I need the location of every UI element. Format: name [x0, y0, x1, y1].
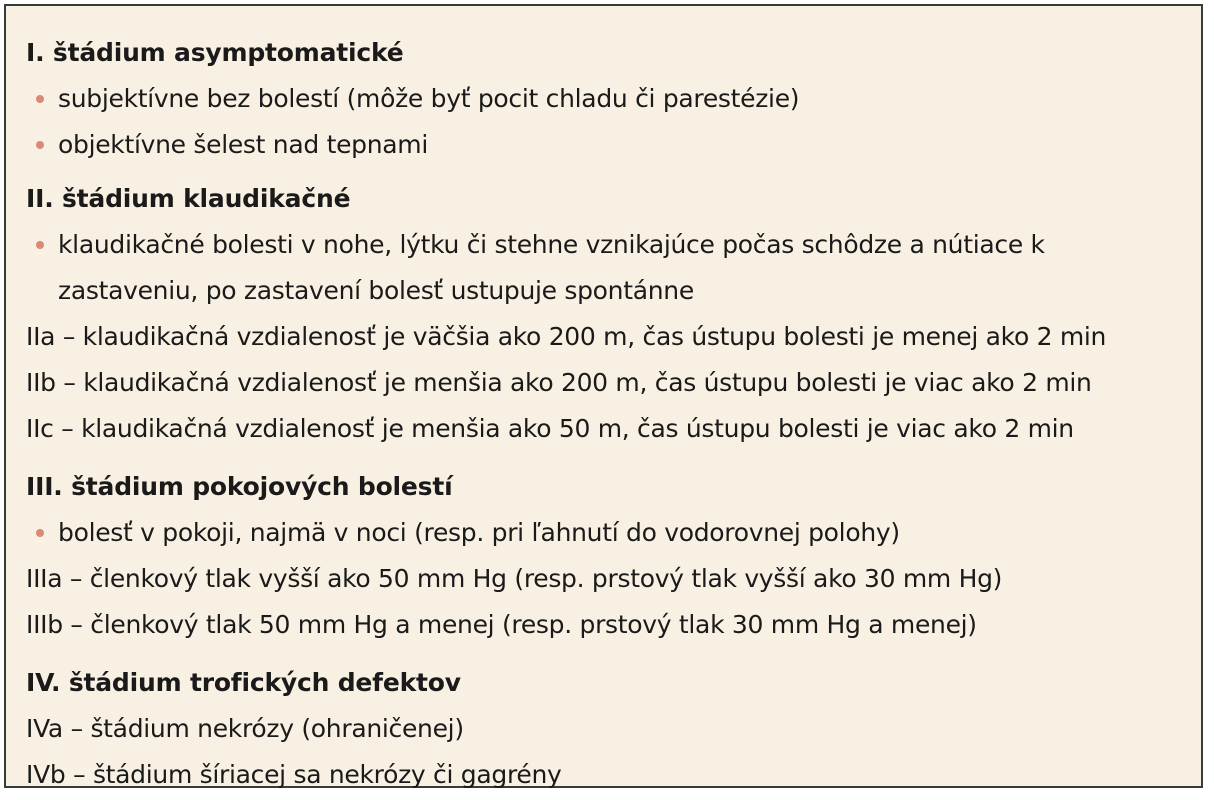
list-item: [26, 122, 1185, 168]
stage-3-heading: III. štádium pokojových bolestí: [26, 472, 453, 501]
substage-line: IIc – klaudikačná vzdialenosť je menšia ako 50 m, čas ústupu bolesti je viac ako 2 min: [26, 414, 1074, 443]
stage-2-heading: II. štádium klaudikačné: [26, 184, 351, 213]
stage-1-section: [26, 30, 1185, 168]
list-item: [26, 76, 1185, 122]
bullet-icon: [26, 122, 58, 168]
list-item: [26, 510, 1185, 556]
stage-3-section: [26, 464, 1185, 648]
spacer: [26, 168, 1185, 176]
list-item: [26, 222, 1185, 314]
bullet-icon: [26, 510, 58, 556]
substage-line: IIa – klaudikačná vzdialenosť je väčšia ako 200 m, čas ústupu bolesti je menej ako 2 min: [26, 322, 1107, 351]
spacer: [26, 452, 1185, 464]
classification-box: [4, 4, 1203, 788]
list-item-text: bolesť v pokoji, najmä v noci (resp. pri ľahnutí do vodorovnej polohy): [58, 518, 900, 547]
bullet-icon: [26, 222, 58, 268]
substage-line: IVb – štádium šíriacej sa nekrózy či gagrény: [26, 760, 562, 789]
substage-line: IIIa – členkový tlak vyšší ako 50 mm Hg (resp. prstový tlak vyšší ako 30 mm Hg): [26, 564, 1003, 593]
bullet-icon: [26, 76, 58, 122]
list-item-text: subjektívne bez bolestí (môže byť pocit chladu či parestézie): [58, 84, 800, 113]
stage-1-heading: I. štádium asymptomatické: [26, 38, 404, 67]
substage-line: IIIb – členkový tlak 50 mm Hg a menej (resp. prstový tlak 30 mm Hg a menej): [26, 610, 977, 639]
stage-4-section: [26, 660, 1185, 798]
list-item-text: objektívne šelest nad tepnami: [58, 130, 428, 159]
substage-line: IVa – štádium nekrózy (ohraničenej): [26, 714, 464, 743]
substage-line: IIb – klaudikačná vzdialenosť je menšia ako 200 m, čas ústupu bolesti je viac ako 2 min: [26, 368, 1092, 397]
list-item-text: klaudikačné bolesti v nohe, lýtku či stehne vznikajúce počas schôdze a nútiace k zastaveniu, po zastavení bolesť ustupuje spontánne: [58, 230, 1045, 305]
stage-2-section: [26, 176, 1185, 452]
spacer: [26, 648, 1185, 660]
stage-4-heading: IV. štádium trofických defektov: [26, 668, 461, 697]
